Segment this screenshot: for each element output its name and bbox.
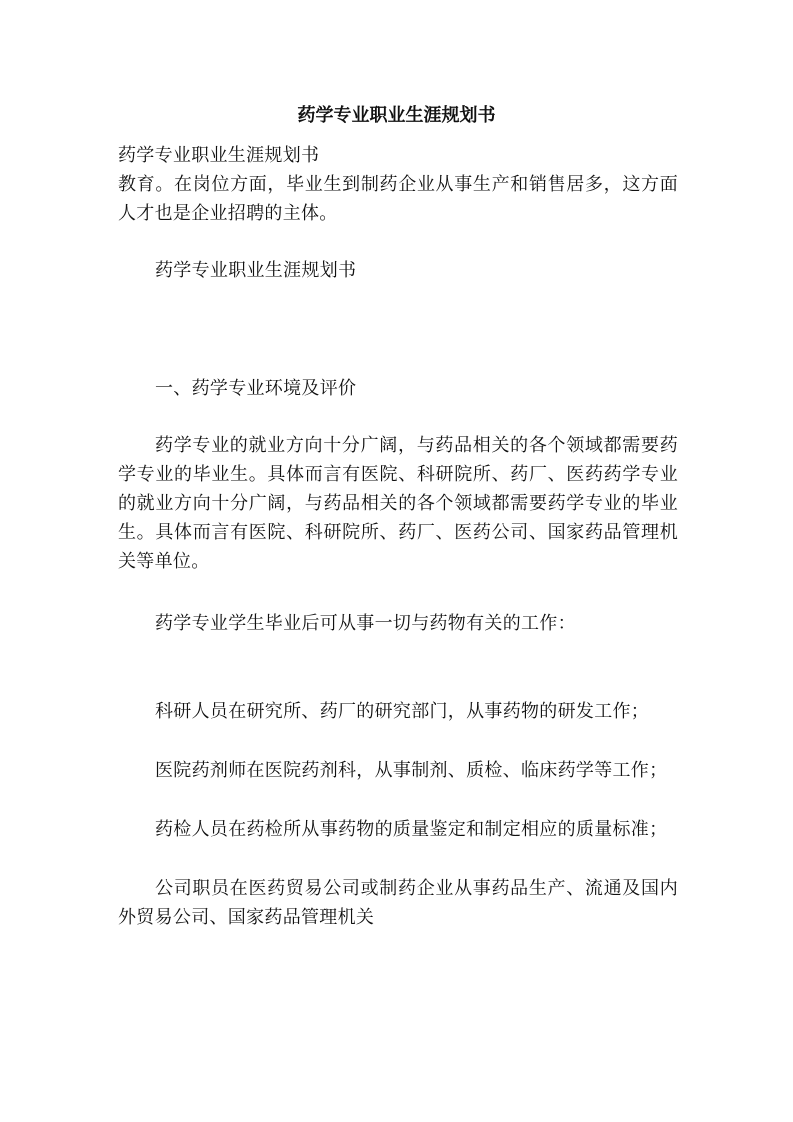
document-title: 药学专业职业生涯规划书 bbox=[297, 105, 496, 126]
paragraph-subtitle: 药学专业职业生涯规划书 bbox=[118, 145, 320, 166]
paragraph-intro: 教育。在岗位方面，毕业生到制药企业从事生产和销售居多，这方面人才也是企业招聘的主体。 bbox=[118, 174, 678, 224]
list-item-pharmacist: 医院药剂师在医院药剂科，从事制剂、质检、临床药学等工作； bbox=[155, 760, 668, 781]
list-item-researcher: 科研人员在研究所、药厂的研究部门，从事药物的研发工作； bbox=[155, 701, 650, 722]
list-item-inspector: 药检人员在药检所从事药物的质量鉴定和制定相应的质量标准； bbox=[155, 819, 668, 840]
paragraph-work-scope: 药学专业学生毕业后可从事一切与药物有关的工作： bbox=[155, 613, 576, 634]
section-heading-1: 一、药学专业环境及评价 bbox=[155, 378, 357, 399]
paragraph-employment-direction: 药学专业的就业方向十分广阔，与药品相关的各个领域都需要药学专业的毕业生。具体而言有医院、科研院所、药厂、医药药学专业的就业方向十分广阔，与药品相关的各个领域都需要药学专业的毕业生。具体而言有医院、科研院所、药厂、医药公司、国家药品管理机关等单位。 bbox=[118, 435, 678, 572]
paragraph-repeat-title: 药学专业职业生涯规划书 bbox=[155, 260, 357, 281]
list-item-company-staff: 公司职员在医药贸易公司或制药企业从事药品生产、流通及国内外贸易公司、国家药品管理机关 bbox=[118, 878, 678, 928]
